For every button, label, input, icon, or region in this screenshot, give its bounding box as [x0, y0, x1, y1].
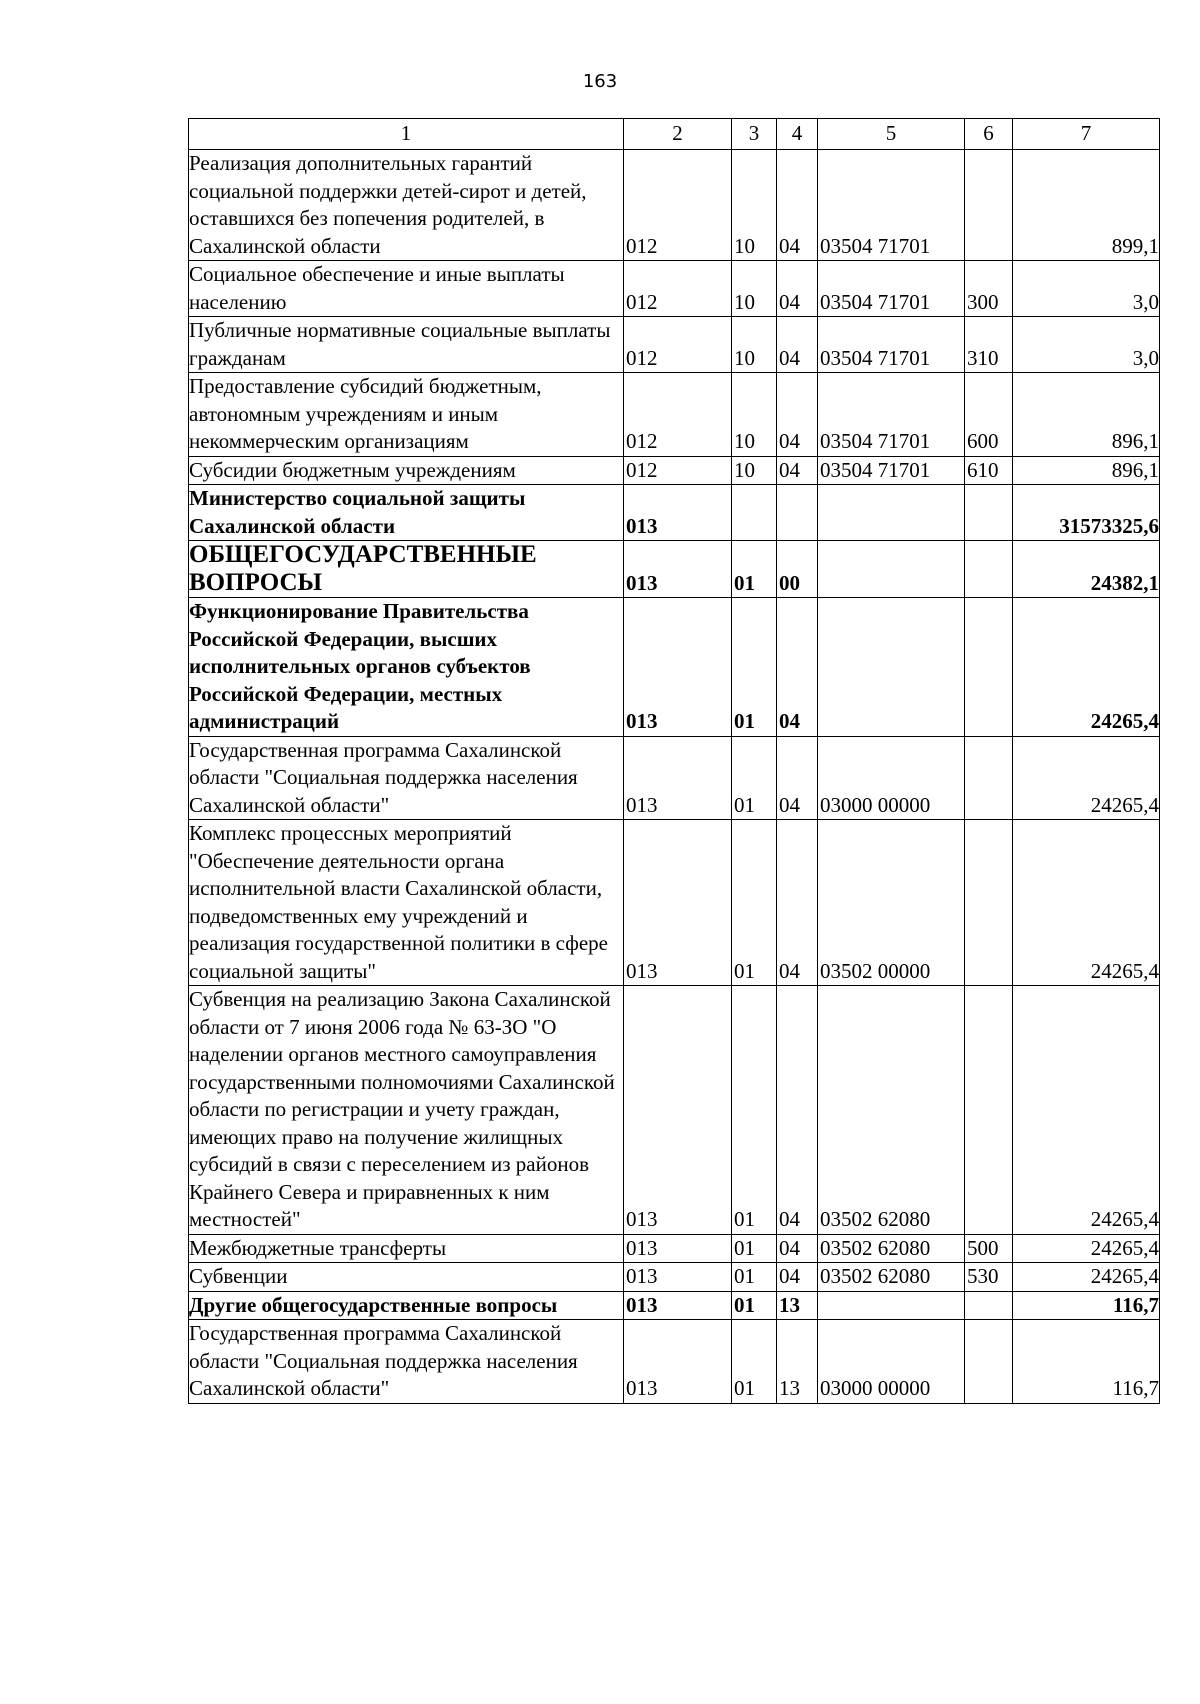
row-name-cell: Министерство социальной защиты Сахалинской области	[189, 485, 624, 541]
row-name-cell: Реализация дополнительных гарантий социальной поддержки детей-сирот и детей, оставшихся без попечения родителей, в Сахалинской области	[189, 150, 624, 261]
row-type-cell: 610	[965, 456, 1013, 485]
row-type-cell: 600	[965, 373, 1013, 457]
row-code-cell: 013	[624, 541, 732, 598]
header-cell-2: 2	[624, 119, 732, 150]
row-amount-cell: 24265,4	[1013, 1263, 1160, 1292]
row-target-cell: 03504 71701	[818, 261, 965, 317]
row-subsection-cell: 04	[777, 456, 818, 485]
row-amount-cell: 31573325,6	[1013, 485, 1160, 541]
row-name-cell: ОБЩЕГОСУДАРСТВЕННЫЕ ВОПРОСЫ	[189, 541, 624, 598]
row-code-cell: 013	[624, 820, 732, 986]
header-cell-6: 6	[965, 119, 1013, 150]
table-row	[189, 736, 1160, 820]
page-number: 163	[582, 71, 618, 92]
row-target-cell	[818, 598, 965, 737]
table-row	[189, 317, 1160, 373]
row-name-cell: Государственная программа Сахалинской области "Социальная поддержка населения Сахалинской области"	[189, 1320, 624, 1404]
row-type-cell	[965, 150, 1013, 261]
row-section-cell: 10	[732, 456, 777, 485]
row-section-cell: 01	[732, 736, 777, 820]
row-code-cell: 012	[624, 261, 732, 317]
row-type-cell: 530	[965, 1263, 1013, 1292]
row-code-cell: 013	[624, 986, 732, 1235]
row-code-cell: 013	[624, 1291, 732, 1320]
row-name-cell: Другие общегосударственные вопросы	[189, 1291, 624, 1320]
row-name-cell: Государственная программа Сахалинской области "Социальная поддержка населения Сахалинской области"	[189, 736, 624, 820]
row-amount-cell: 24265,4	[1013, 820, 1160, 986]
row-section-cell: 01	[732, 598, 777, 737]
table-row	[189, 485, 1160, 541]
table-row	[189, 598, 1160, 737]
row-section-cell: 10	[732, 317, 777, 373]
row-target-cell	[818, 1291, 965, 1320]
row-type-cell	[965, 986, 1013, 1235]
row-subsection-cell: 13	[777, 1291, 818, 1320]
row-section-cell: 01	[732, 1234, 777, 1263]
row-type-cell	[965, 820, 1013, 986]
table-row	[189, 1291, 1160, 1320]
row-name-cell: Комплекс процессных мероприятий "Обеспечение деятельности органа исполнительной власти Сахалинской области, подведомственных ему учреждений и реализация государственной политики в сфере социальной защиты"	[189, 820, 624, 986]
row-target-cell: 03000 00000	[818, 736, 965, 820]
row-type-cell	[965, 1291, 1013, 1320]
row-name-cell: Функционирование Правительства Российской Федерации, высших исполнительных органов субъектов Российской Федерации, местных администраций	[189, 598, 624, 737]
row-amount-cell: 3,0	[1013, 261, 1160, 317]
row-target-cell: 03504 71701	[818, 456, 965, 485]
row-target-cell: 03000 00000	[818, 1320, 965, 1404]
table-row	[189, 150, 1160, 261]
row-section-cell: 10	[732, 150, 777, 261]
row-section-cell: 10	[732, 373, 777, 457]
header-cell-4: 4	[777, 119, 818, 150]
row-code-cell: 013	[624, 598, 732, 737]
row-code-cell: 013	[624, 1234, 732, 1263]
row-amount-cell: 116,7	[1013, 1291, 1160, 1320]
row-code-cell: 013	[624, 1320, 732, 1404]
row-section-cell: 01	[732, 1291, 777, 1320]
row-amount-cell: 24265,4	[1013, 736, 1160, 820]
row-subsection-cell: 04	[777, 373, 818, 457]
row-target-cell: 03502 62080	[818, 986, 965, 1235]
row-amount-cell: 116,7	[1013, 1320, 1160, 1404]
budget-table	[188, 118, 1160, 1404]
row-name-cell: Предоставление субсидий бюджетным, автономным учреждениям и иным некоммерческим организациям	[189, 373, 624, 457]
row-name-cell: Социальное обеспечение и иные выплаты населению	[189, 261, 624, 317]
row-code-cell: 013	[624, 485, 732, 541]
row-target-cell	[818, 541, 965, 598]
row-code-cell: 012	[624, 317, 732, 373]
row-type-cell: 300	[965, 261, 1013, 317]
row-section-cell	[732, 485, 777, 541]
row-code-cell: 012	[624, 373, 732, 457]
row-name-cell: Межбюджетные трансферты	[189, 1234, 624, 1263]
row-subsection-cell: 04	[777, 1234, 818, 1263]
table-row	[189, 986, 1160, 1235]
row-type-cell	[965, 598, 1013, 737]
row-name-cell: Субсидии бюджетным учреждениям	[189, 456, 624, 485]
row-subsection-cell: 04	[777, 598, 818, 737]
row-target-cell: 03504 71701	[818, 317, 965, 373]
header-cell-5: 5	[818, 119, 965, 150]
row-subsection-cell: 04	[777, 820, 818, 986]
table-row	[189, 261, 1160, 317]
row-target-cell	[818, 485, 965, 541]
row-code-cell: 013	[624, 736, 732, 820]
header-cell-1: 1	[189, 119, 624, 150]
header-cell-7: 7	[1013, 119, 1160, 150]
row-name-cell: Публичные нормативные социальные выплаты гражданам	[189, 317, 624, 373]
header-cell-3: 3	[732, 119, 777, 150]
row-section-cell: 01	[732, 1263, 777, 1292]
row-target-cell: 03502 62080	[818, 1263, 965, 1292]
row-type-cell	[965, 541, 1013, 598]
row-amount-cell: 24265,4	[1013, 986, 1160, 1235]
row-target-cell: 03504 71701	[818, 150, 965, 261]
row-amount-cell: 24265,4	[1013, 1234, 1160, 1263]
table-header-row	[189, 119, 1160, 150]
row-code-cell: 012	[624, 150, 732, 261]
row-subsection-cell: 13	[777, 1320, 818, 1404]
row-type-cell	[965, 485, 1013, 541]
row-code-cell: 013	[624, 1263, 732, 1292]
row-section-cell: 01	[732, 1320, 777, 1404]
row-amount-cell: 3,0	[1013, 317, 1160, 373]
row-target-cell: 03504 71701	[818, 373, 965, 457]
row-subsection-cell: 04	[777, 261, 818, 317]
row-type-cell	[965, 1320, 1013, 1404]
table-row	[189, 1320, 1160, 1404]
table-row	[189, 1234, 1160, 1263]
row-subsection-cell: 04	[777, 1263, 818, 1292]
row-target-cell: 03502 62080	[818, 1234, 965, 1263]
row-type-cell	[965, 736, 1013, 820]
row-subsection-cell: 04	[777, 986, 818, 1235]
row-amount-cell: 24382,1	[1013, 541, 1160, 598]
row-type-cell: 310	[965, 317, 1013, 373]
row-amount-cell: 896,1	[1013, 373, 1160, 457]
row-section-cell: 01	[732, 820, 777, 986]
row-section-cell: 10	[732, 261, 777, 317]
row-amount-cell: 896,1	[1013, 456, 1160, 485]
table-row	[189, 1263, 1160, 1292]
table-row	[189, 820, 1160, 986]
row-name-cell: Субвенции	[189, 1263, 624, 1292]
table-row	[189, 541, 1160, 598]
row-subsection-cell: 04	[777, 317, 818, 373]
row-section-cell: 01	[732, 986, 777, 1235]
row-subsection-cell: 04	[777, 150, 818, 261]
row-code-cell: 012	[624, 456, 732, 485]
row-target-cell: 03502 00000	[818, 820, 965, 986]
row-subsection-cell: 00	[777, 541, 818, 598]
table-row	[189, 373, 1160, 457]
table-row	[189, 456, 1160, 485]
row-subsection-cell	[777, 485, 818, 541]
row-name-cell: Субвенция на реализацию Закона Сахалинской области от 7 июня 2006 года № 63-ЗО "О наделении органов местного самоуправления государственными полномочиями Сахалинской области по регистрации и учету граждан, имеющих право на получение жилищных субсидий в связи с переселением из районов Крайнего Севера и приравненных к ним местностей"	[189, 986, 624, 1235]
row-amount-cell: 24265,4	[1013, 598, 1160, 737]
row-section-cell: 01	[732, 541, 777, 598]
row-amount-cell: 899,1	[1013, 150, 1160, 261]
row-type-cell: 500	[965, 1234, 1013, 1263]
row-subsection-cell: 04	[777, 736, 818, 820]
